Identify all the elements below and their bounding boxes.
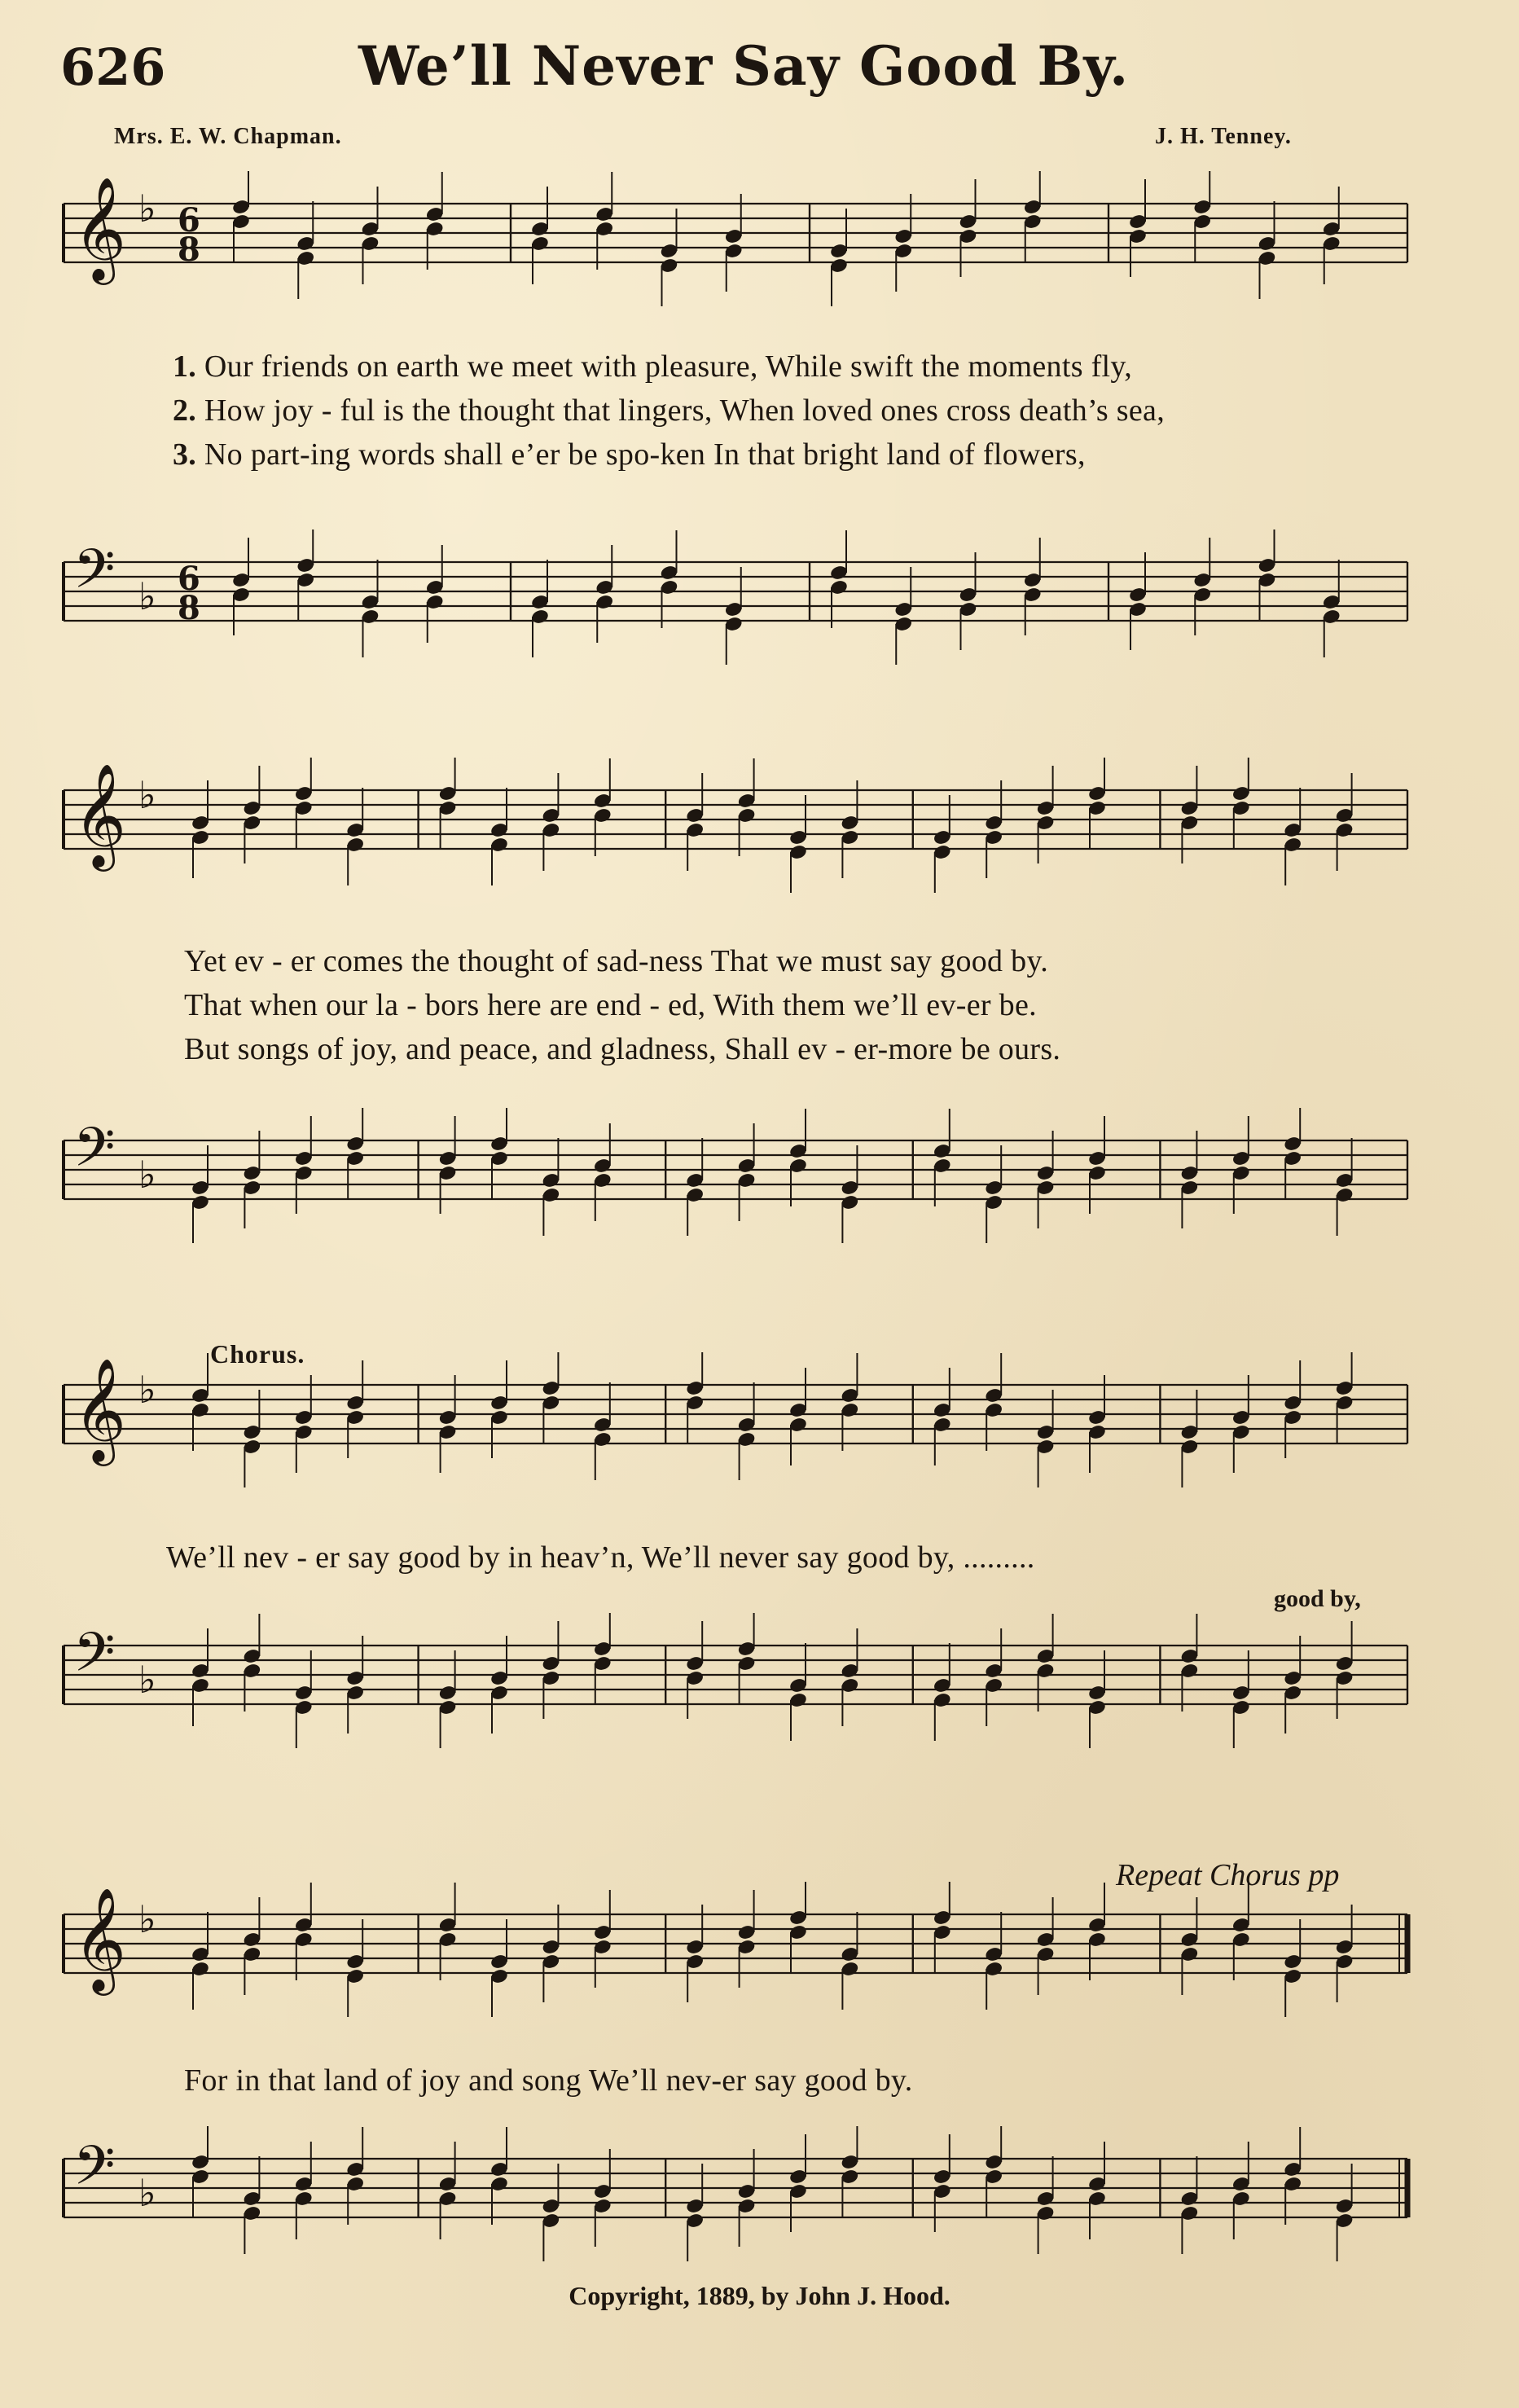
svg-text:♭: ♭ xyxy=(138,1368,156,1412)
verse-1-line: 1. Our friends on earth we meet with pleasure, While swift the moments fly, xyxy=(173,349,1133,384)
bass-staff-1 xyxy=(0,529,1519,692)
verse-1-line: Yet ev - er comes the thought of sad-ness That we must say good by. xyxy=(184,944,1049,978)
svg-text:♭: ♭ xyxy=(138,1897,156,1941)
svg-text:𝄞: 𝄞 xyxy=(73,1887,127,1991)
lyricist-credit: Mrs. E. W. Chapman. xyxy=(114,124,342,149)
verse-3-line: 3. No part-ing words shall e’er be spo-ken In that bright land of flowers, xyxy=(173,437,1086,472)
treble-staff-1 xyxy=(0,171,1519,334)
svg-text:6: 6 xyxy=(178,560,200,598)
svg-text:♭: ♭ xyxy=(138,1658,156,1702)
copyright-notice: Copyright, 1889, by John J. Hood. xyxy=(569,2281,950,2310)
treble-staff-2 xyxy=(0,758,1519,921)
svg-text:𝄢: 𝄢 xyxy=(73,2134,116,2210)
svg-text:♭: ♭ xyxy=(138,773,156,817)
svg-text:𝄞: 𝄞 xyxy=(73,1357,127,1461)
svg-text:𝄢: 𝄢 xyxy=(73,1621,116,1697)
treble-staff-4 xyxy=(0,1882,1519,2045)
svg-text:♭: ♭ xyxy=(138,187,156,231)
svg-text:8: 8 xyxy=(178,589,200,627)
svg-text:♭: ♭ xyxy=(138,574,156,618)
verse-2-line: 2. How joy - ful is the thought that lingers, When loved ones cross death’s sea, xyxy=(173,393,1165,428)
verse-2-line: That when our la - bors here are end - ed, With them we’ll ev-er be. xyxy=(184,988,1037,1022)
composer-credit: J. H. Tenney. xyxy=(1155,124,1292,149)
chorus-echo: good by, xyxy=(1274,1585,1361,1612)
svg-text:♭: ♭ xyxy=(138,1153,156,1197)
hymn-number: 626 xyxy=(60,37,166,97)
svg-text:♭: ♭ xyxy=(138,2171,156,2215)
svg-text:𝄞: 𝄞 xyxy=(73,762,127,867)
hymn-title: We’ll Never Say Good By. xyxy=(358,34,1130,98)
treble-staff-3 xyxy=(0,1352,1519,1515)
repeat-chorus-label: Repeat Chorus pp xyxy=(1116,1858,1340,1892)
svg-text:𝄞: 𝄞 xyxy=(73,176,127,280)
chorus-line: We’ll nev - er say good by in heav’n, We’ll never say good by, ......... xyxy=(166,1540,1035,1575)
bass-staff-2 xyxy=(0,1108,1519,1271)
chorus-line: For in that land of joy and song We’ll nev-er say good by. xyxy=(184,2063,913,2098)
svg-text:𝄢: 𝄢 xyxy=(73,538,116,613)
svg-text:8: 8 xyxy=(178,231,200,269)
chorus-label: Chorus. xyxy=(210,1339,305,1369)
verse-3-line: But songs of joy, and peace, and gladness, Shall ev - er-more be ours. xyxy=(184,1032,1061,1066)
bass-staff-4 xyxy=(0,2126,1519,2289)
svg-text:𝄢: 𝄢 xyxy=(73,1116,116,1192)
bass-staff-3 xyxy=(0,1613,1519,1776)
svg-text:6: 6 xyxy=(178,201,200,239)
